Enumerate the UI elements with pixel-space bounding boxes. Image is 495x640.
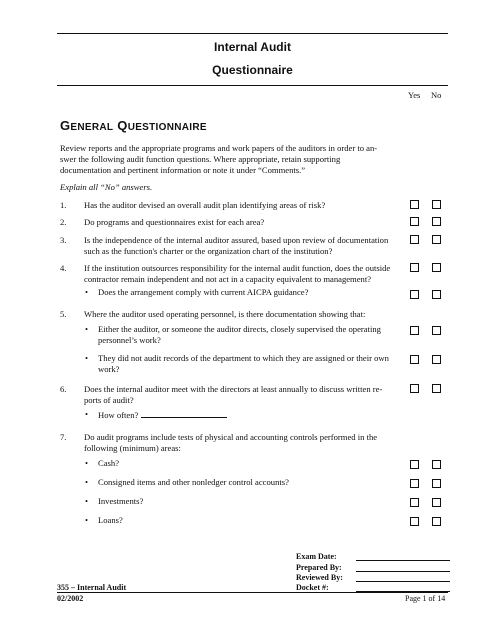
yes-checkbox[interactable] <box>410 235 419 244</box>
yes-checkbox[interactable] <box>410 517 419 526</box>
yes-checkbox[interactable] <box>410 326 419 335</box>
question-text <box>84 263 390 285</box>
yes-checkbox[interactable] <box>410 263 419 272</box>
intro-line: documentation and pertinent information or note it under “Comments.” <box>60 165 306 175</box>
yes-checkbox[interactable] <box>410 217 419 226</box>
yes-checkbox[interactable] <box>410 384 419 393</box>
question-number: 4. <box>60 263 67 273</box>
no-checkbox[interactable] <box>432 479 441 488</box>
no-checkbox[interactable] <box>432 517 441 526</box>
question-text <box>84 200 325 211</box>
question-number: 7. <box>60 432 67 442</box>
section-title-q: Q <box>117 118 128 133</box>
reviewed-by-field[interactable] <box>356 581 450 582</box>
bullet-line: Either the auditor, or someone the auditor directs, closely supervised the operating <box>98 324 381 334</box>
docket-label: Docket #: <box>296 583 329 592</box>
section-title <box>60 118 207 133</box>
bullet-line: work? <box>98 364 120 374</box>
question-number: 1. <box>60 200 67 210</box>
yes-checkbox[interactable] <box>410 498 419 507</box>
exam-date-label: Exam Date: <box>296 552 337 561</box>
question-number: 3. <box>60 235 67 245</box>
bullet-text <box>98 515 123 526</box>
question-line: If the institution outsources responsibility for the internal audit function, does the outside <box>84 263 391 273</box>
question-line: Does the internal auditor meet with the directors at least annually to discuss written re- <box>84 384 383 394</box>
yes-column-label: Yes <box>408 90 421 100</box>
no-checkbox[interactable] <box>432 326 441 335</box>
yes-checkbox[interactable] <box>410 200 419 209</box>
prepared-by-field[interactable] <box>356 571 450 572</box>
no-checkbox[interactable] <box>432 200 441 209</box>
no-checkbox[interactable] <box>432 235 441 244</box>
bullet-line: How often? <box>98 410 139 420</box>
document-subtitle: Questionnaire <box>212 63 293 77</box>
bullet: • <box>85 496 89 506</box>
question-line: Do audit programs include tests of physical and accounting controls performed in the <box>84 432 378 442</box>
form-date: 02/2002 <box>57 594 84 603</box>
question-text <box>84 432 377 454</box>
no-checkbox[interactable] <box>432 460 441 469</box>
no-checkbox[interactable] <box>432 217 441 226</box>
question-text <box>84 235 388 257</box>
header-rule <box>57 85 448 86</box>
bullet-line: personnel’s work? <box>98 335 161 345</box>
bullet-text <box>98 353 402 375</box>
intro-paragraph <box>60 143 400 176</box>
question-line: Has the auditor devised an overall audit plan identifying areas of risk? <box>84 200 326 210</box>
exam-date-field[interactable] <box>356 560 450 561</box>
question-number: 5. <box>60 309 67 319</box>
document-title: Internal Audit <box>214 40 291 54</box>
no-checkbox[interactable] <box>432 384 441 393</box>
yes-checkbox[interactable] <box>410 355 419 364</box>
bullet-line: They did not audit records of the department to which they are assigned or their own <box>98 353 389 363</box>
bullet-line: Loans? <box>98 515 123 525</box>
bullet-text <box>98 287 308 298</box>
no-checkbox[interactable] <box>432 290 441 299</box>
question-line: Is the independence of the internal auditor assured, based upon review of documentation <box>84 235 389 245</box>
bullet-text <box>98 409 227 421</box>
page-number: Page 1 of 14 <box>405 594 446 603</box>
intro-line: swer the following audit function questions. Where appropriate, retain supporting <box>60 154 341 164</box>
no-checkbox[interactable] <box>432 498 441 507</box>
form-id: 355 – Internal Audit <box>57 583 127 592</box>
bullet: • <box>85 324 89 334</box>
no-checkbox[interactable] <box>432 355 441 364</box>
prepared-by-label: Prepared By: <box>296 563 342 572</box>
bullet: • <box>85 287 89 297</box>
yes-checkbox[interactable] <box>410 290 419 299</box>
section-title-eneral: ENERAL <box>70 122 114 133</box>
how-often-blank[interactable] <box>141 409 227 418</box>
question-text <box>84 384 382 406</box>
bullet-line: Cash? <box>98 458 120 468</box>
section-title-g: G <box>60 118 71 133</box>
yes-checkbox[interactable] <box>410 479 419 488</box>
bullet-text <box>98 496 143 507</box>
bullet: • <box>85 353 89 363</box>
no-column-label: No <box>431 90 442 100</box>
reviewed-by-label: Reviewed By: <box>296 573 343 582</box>
footer-rule <box>57 592 448 593</box>
question-number: 6. <box>60 384 67 394</box>
bullet-text <box>98 458 119 469</box>
question-line: Do programs and questionnaires exist for each area? <box>84 217 265 227</box>
question-number: 2. <box>60 217 67 227</box>
bullet: • <box>85 515 89 525</box>
question-line: following (minimum) areas: <box>84 443 181 453</box>
bullet-line: Does the arrangement comply with current AICPA guidance? <box>98 287 309 297</box>
bullet: • <box>85 458 89 468</box>
question-line: Where the auditor used operating personnel, is there documentation showing that: <box>84 309 366 319</box>
question-line: ports of audit? <box>84 395 134 405</box>
bullet: • <box>85 477 89 487</box>
bullet: • <box>85 409 89 419</box>
yes-checkbox[interactable] <box>410 460 419 469</box>
bullet-line: Consigned items and other nonledger control accounts? <box>98 477 289 487</box>
question-line: such as the function's charter or the organization chart of the institution? <box>84 246 333 256</box>
intro-line: Review reports and the appropriate programs and work papers of the auditors in order to an- <box>60 143 378 153</box>
question-text <box>84 217 264 228</box>
top-rule <box>57 33 448 34</box>
bullet-text <box>98 477 289 488</box>
question-line: contractor remain independent and not act in a capacity equivalent to management? <box>84 274 372 284</box>
bullet-text <box>98 324 402 346</box>
bullet-line: Investments? <box>98 496 144 506</box>
section-title-uestionnaire: UESTIONNAIRE <box>127 122 207 133</box>
question-text <box>84 309 365 320</box>
no-checkbox[interactable] <box>432 263 441 272</box>
explain-note: Explain all “No” answers. <box>60 182 153 192</box>
